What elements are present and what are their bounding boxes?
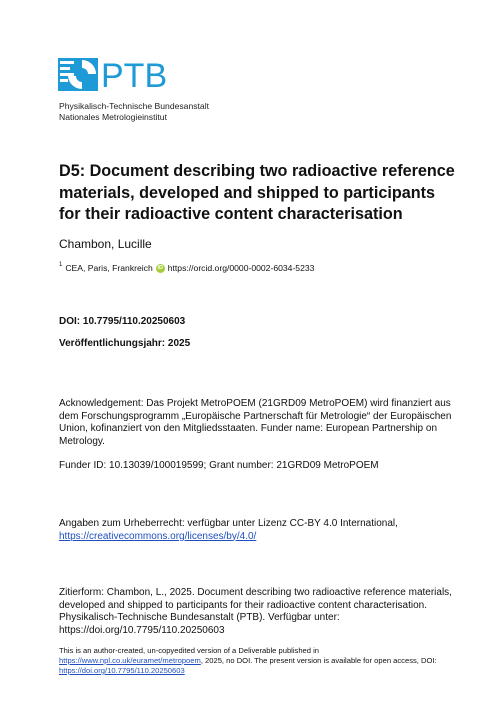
license-link[interactable]: https://creativecommons.org/licenses/by/4.0/ xyxy=(59,530,257,542)
note-text-2: , 2025, no DOI. The present version is available for open access, DOI: xyxy=(200,656,437,665)
document-title: D5: Document describing two radioactive reference materials, developed and shipped to participants for their radioactive content characterisation xyxy=(59,162,455,223)
version-note xyxy=(59,646,454,676)
institute-name: Physikalisch-Technische Bundesanstalt xyxy=(59,101,209,111)
institute-tagline: Nationales Metrologieinstitut xyxy=(59,111,167,122)
ptb-wordmark: PTB xyxy=(101,57,168,95)
affiliation-text: CEA, Paris, Frankreich xyxy=(65,263,153,273)
ptb-logo xyxy=(58,56,208,101)
doi-line: DOI: 10.7795/110.20250603 xyxy=(59,316,186,327)
affiliation xyxy=(59,263,314,273)
note-text-1: This is an author-created, un-copyedited version of a Deliverable published in xyxy=(59,646,320,655)
doi-link[interactable]: https://doi.org/10.7795/110.20250603 xyxy=(59,666,185,675)
acknowledgement: Acknowledgement: Das Projekt MetroPOEM (21GRD09 MetroPOEM) wird finanziert aus dem Forschungsprogramm „Europäische Partnerschaft für Metrologie“ der Europäischen Union, kofinanziert von den Mitgliedsstaaten. Funder name: European Partnership on Metrology. xyxy=(59,398,452,447)
orcid-icon[interactable]: iD xyxy=(157,264,163,271)
funder-info: Funder ID: 10.13039/100019599; Grant number: 21GRD09 MetroPOEM xyxy=(59,460,379,471)
logo-subtitle xyxy=(59,101,209,122)
publication-year: Veröffentlichungsjahr: 2025 xyxy=(59,338,191,349)
metropoem-link[interactable]: https://www.npl.co.uk/euramet/metropoem xyxy=(59,656,201,665)
license-block xyxy=(59,518,454,543)
orcid-link[interactable]: https://orcid.org/0000-0002-6034-5233 xyxy=(167,263,315,273)
affiliation-marker: 1 xyxy=(59,262,63,268)
author-name: Chambon, Lucille xyxy=(59,237,152,251)
citation: Zitierform: Chambon, L., 2025. Document describing two radioactive reference materials, developed and shipped to participants for their radioactive content characterisation. Physikalisch-Technische Bundesanstalt (PTB). Verfügbar unter: https://doi.org/10.7795/110.20250603 xyxy=(59,587,452,636)
ptb-emblem-icon xyxy=(58,58,98,91)
license-text: Angaben zum Urheberrecht: verfügbar unter Lizenz CC-BY 4.0 International, xyxy=(59,518,398,529)
